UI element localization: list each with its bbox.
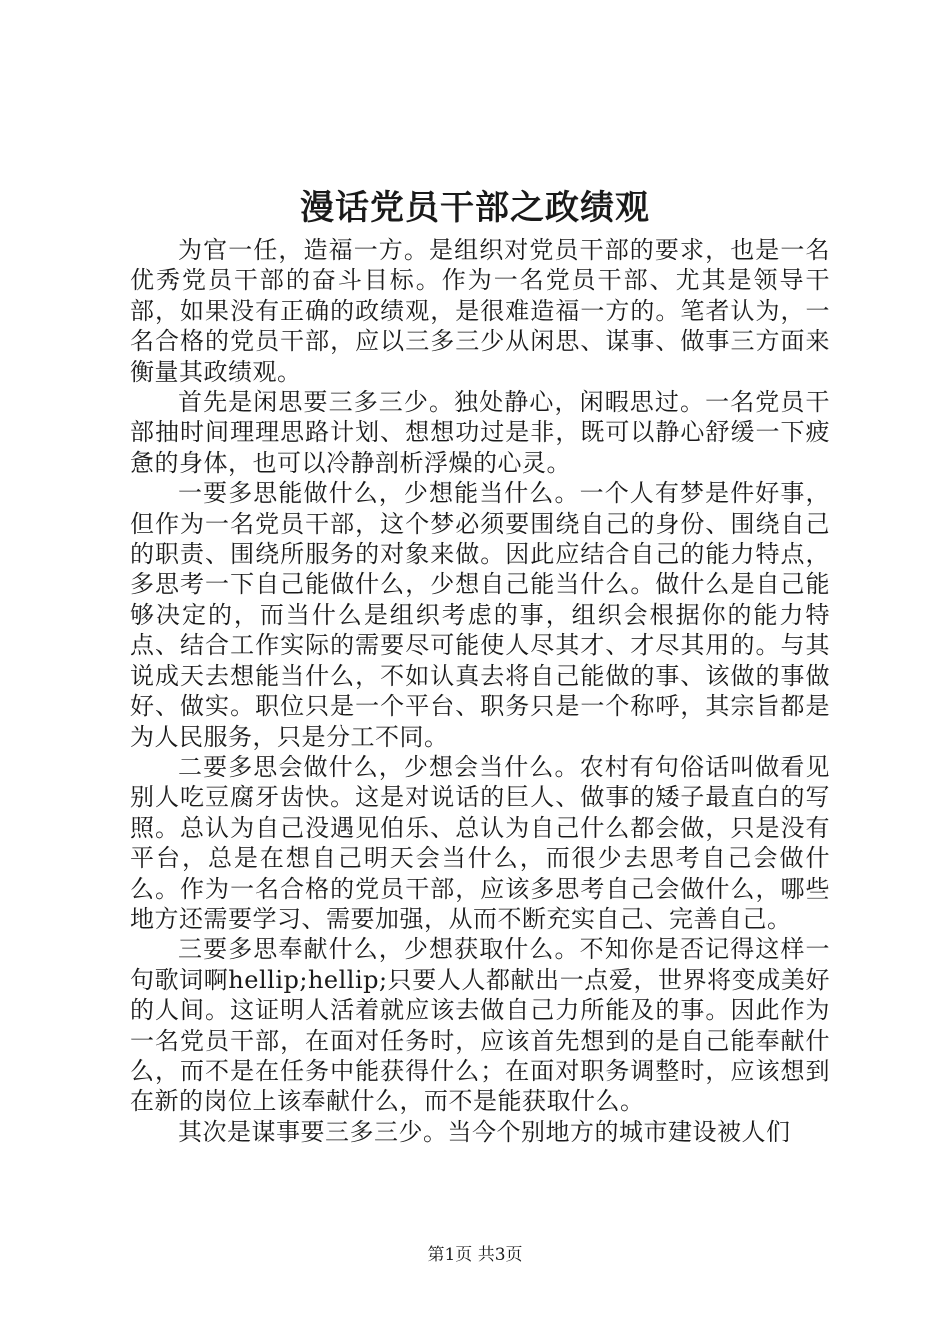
document-title: 漫话党员干部之政绩观 xyxy=(300,188,650,228)
page-footer: 第1页 共3页 xyxy=(427,1245,523,1265)
paragraph: 为官一任，造福一方。是组织对党员干部的要求，也是一名优秀党员干部的奋斗目标。作为一名党员干部、尤其是领导干部，如果没有正确的政绩观，是很难造福一方的。笔者认为，一名合格的党员干部，应以三多三少从闲思、谋事、做事三方面来衡量其政绩观。 xyxy=(130,236,830,386)
paragraph: 首先是闲思要三多三少。独处静心，闲暇思过。一名党员干部抽时间理理思路计划、想想功过是非，既可以静心舒缓一下疲惫的身体，也可以冷静剖析浮燥的心灵。 xyxy=(130,388,830,477)
paragraph: 一要多思能做什么，少想能当什么。一个人有梦是件好事，但作为一名党员干部，这个梦必须要围绕自己的身份、围绕自己的职责、围绕所服务的对象来做。因此应结合自己的能力特点，多思考一下自己能做什么，少想自己能当什么。做什么是自己能够决定的，而当什么是组织考虑的事，组织会根据你的能力特点、结合工作实际的需要尽可能使人尽其才、才尽其用的。与其说成天去想能当什么，不如认真去将自己能做的事、该做的事做好、做实。职位只是一个平台、职务只是一个称呼，其宗旨都是为人民服务，只是分工不同。 xyxy=(130,479,830,751)
document-body xyxy=(130,235,830,1147)
paragraph: 二要多思会做什么，少想会当什么。农村有句俗话叫做看见别人吃豆腐牙齿快。这是对说话的巨人、做事的矮子最直白的写照。总认为自己没遇见伯乐、总认为自己什么都会做，只是没有平台，总是在想自己明天会当什么，而很少去思考自己会做什么。作为一名合格的党员干部，应该多思考自己会做什么，哪些地方还需要学习、需要加强，从而不断充实自己、完善自己。 xyxy=(130,752,830,933)
paragraph: 三要多思奉献什么，少想获取什么。不知你是否记得这样一句歌词啊hellip;hellip;只要人人都献出一点爱，世界将变成美好的人间。这证明人活着就应该去做自己力所能及的事。因此作为一名党员干部，在面对任务时，应该首先想到的是自己能奉献什么，而不是在任务中能获得什么；在面对职务调整时，应该想到在新的岗位上该奉献什么，而不是能获取什么。 xyxy=(130,935,830,1116)
paragraph: 其次是谋事要三多三少。当今个别地方的城市建设被人们 xyxy=(178,1117,791,1146)
